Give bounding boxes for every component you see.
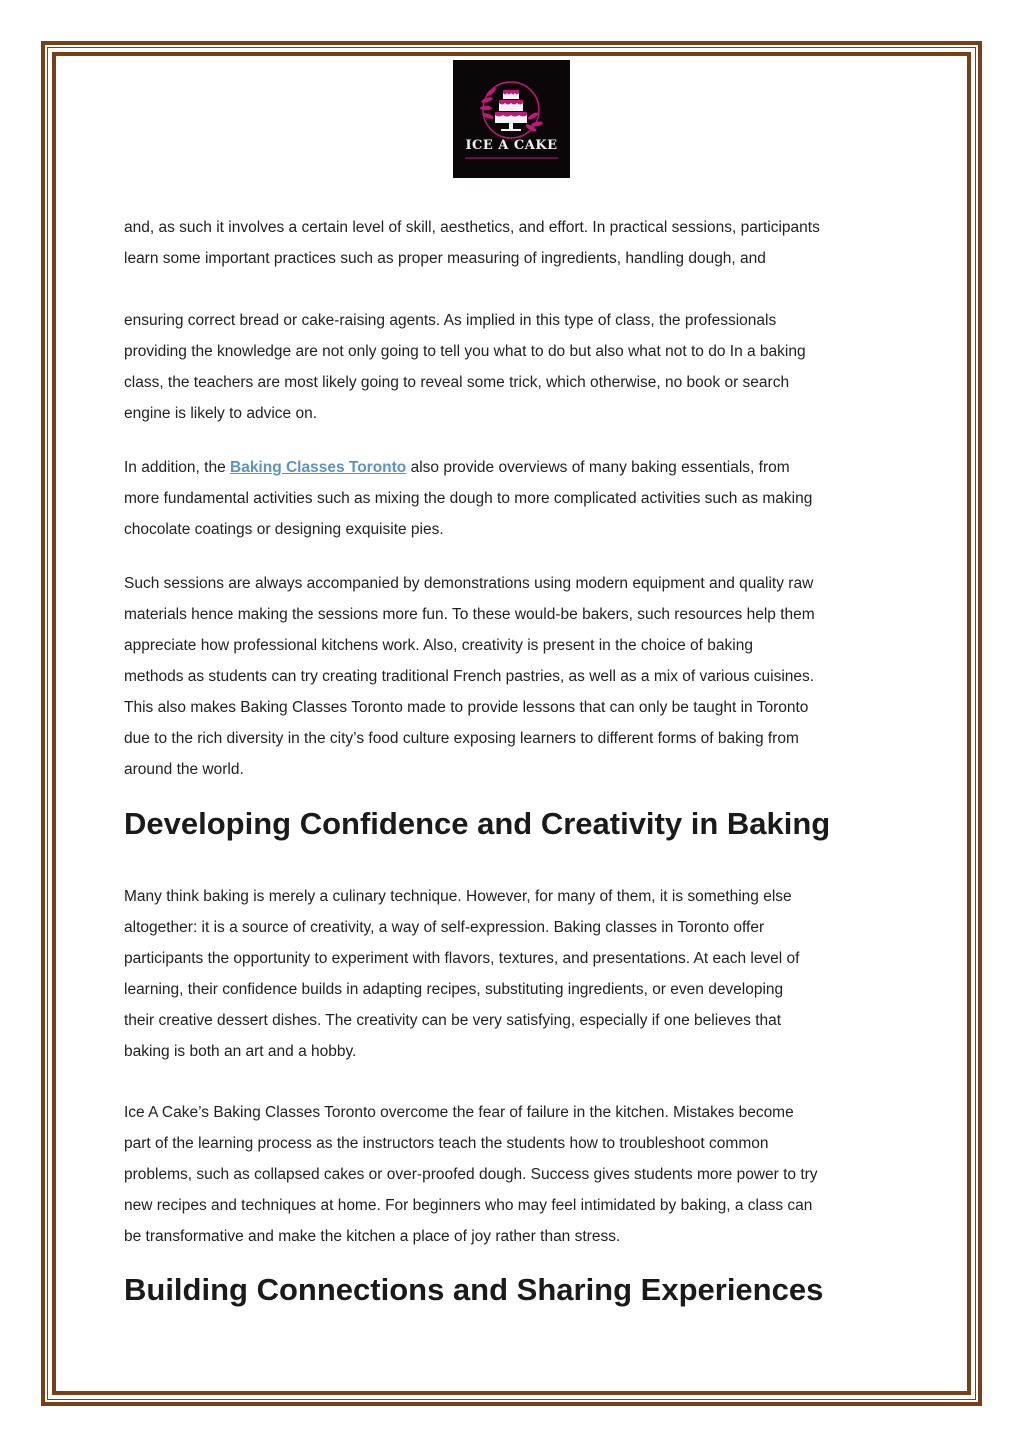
heading-building-connections: Building Connections and Sharing Experiences — [124, 1272, 824, 1307]
text-line: baking is both an art and a hobby. — [124, 1043, 357, 1060]
text-line — [124, 452, 914, 483]
text-line: learn some important practices such as proper measuring of ingredients, handling dough, and — [124, 250, 766, 267]
paragraph-6 — [124, 1097, 914, 1252]
paragraph-3 — [124, 452, 914, 545]
text-line: participants the opportunity to experiment with flavors, textures, and presentations. At each level of — [124, 950, 800, 967]
text-line: ensuring correct bread or cake-raising agents. As implied in this type of class, the professionals — [124, 312, 777, 329]
text-after-link: also provide overviews of many baking essentials, from — [406, 459, 790, 476]
text-line: providing the knowledge are not only going to tell you what to do but also what not to do In a baking — [124, 343, 806, 360]
ice-a-cake-logo — [453, 60, 570, 178]
text-line: their creative dessert dishes. The creativity can be very satisfying, especially if one believes that — [124, 1012, 782, 1029]
heading-developing-confidence: Developing Confidence and Creativity in Baking — [124, 806, 831, 841]
text-line: This also makes Baking Classes Toronto made to provide lessons that can only be taught in Toronto — [124, 699, 809, 716]
text-line: altogether: it is a source of creativity, a way of self-expression. Baking classes in Toronto offer — [124, 919, 765, 936]
text-line: part of the learning process as the instructors teach the students how to troubleshoot common — [124, 1135, 769, 1152]
text-line: learning, their confidence builds in adapting recipes, substituting ingredients, or even developing — [124, 981, 784, 998]
text-line: and, as such it involves a certain level of skill, aesthetics, and effort. In practical sessions, participants — [124, 219, 820, 236]
baking-classes-toronto-link[interactable]: Baking Classes Toronto — [230, 459, 407, 476]
text-line: chocolate coatings or designing exquisite pies. — [124, 521, 444, 538]
text-line: class, the teachers are most likely going to reveal some trick, which otherwise, no book or search — [124, 374, 790, 391]
paragraph-1 — [124, 212, 914, 274]
logo-wordmark: ICE A CAKE — [465, 138, 558, 153]
text-line: engine is likely to advice on. — [124, 405, 318, 422]
text-line: methods as students can try creating traditional French pastries, as well as a mix of various cuisines. — [124, 668, 815, 685]
text-line: new recipes and techniques at home. For beginners who may feel intimidated by baking, a class can — [124, 1197, 813, 1214]
text-line: due to the rich diversity in the city’s food culture exposing learners to different forms of baking from — [124, 730, 799, 747]
text-line: materials hence making the sessions more fun. To these would-be bakers, such resources help them — [124, 606, 815, 623]
paragraph-4 — [124, 568, 914, 785]
text-line: Many think baking is merely a culinary technique. However, for many of them, it is something else — [124, 888, 792, 905]
paragraph-5 — [124, 881, 914, 1067]
text-line: problems, such as collapsed cakes or over-proofed dough. Success gives students more power to try — [124, 1166, 818, 1183]
text-before-link: In addition, the — [124, 459, 230, 476]
text-line: be transformative and make the kitchen a place of joy rather than stress. — [124, 1228, 621, 1245]
paragraph-2 — [124, 305, 914, 429]
text-line: more fundamental activities such as mixing the dough to more complicated activities such as making — [124, 490, 813, 507]
text-line: appreciate how professional kitchens work. Also, creativity is present in the choice of baking — [124, 637, 753, 654]
text-line: Such sessions are always accompanied by demonstrations using modern equipment and quality raw — [124, 575, 814, 592]
text-line: Ice A Cake’s Baking Classes Toronto overcome the fear of failure in the kitchen. Mistakes become — [124, 1104, 794, 1121]
text-line: around the world. — [124, 761, 244, 778]
